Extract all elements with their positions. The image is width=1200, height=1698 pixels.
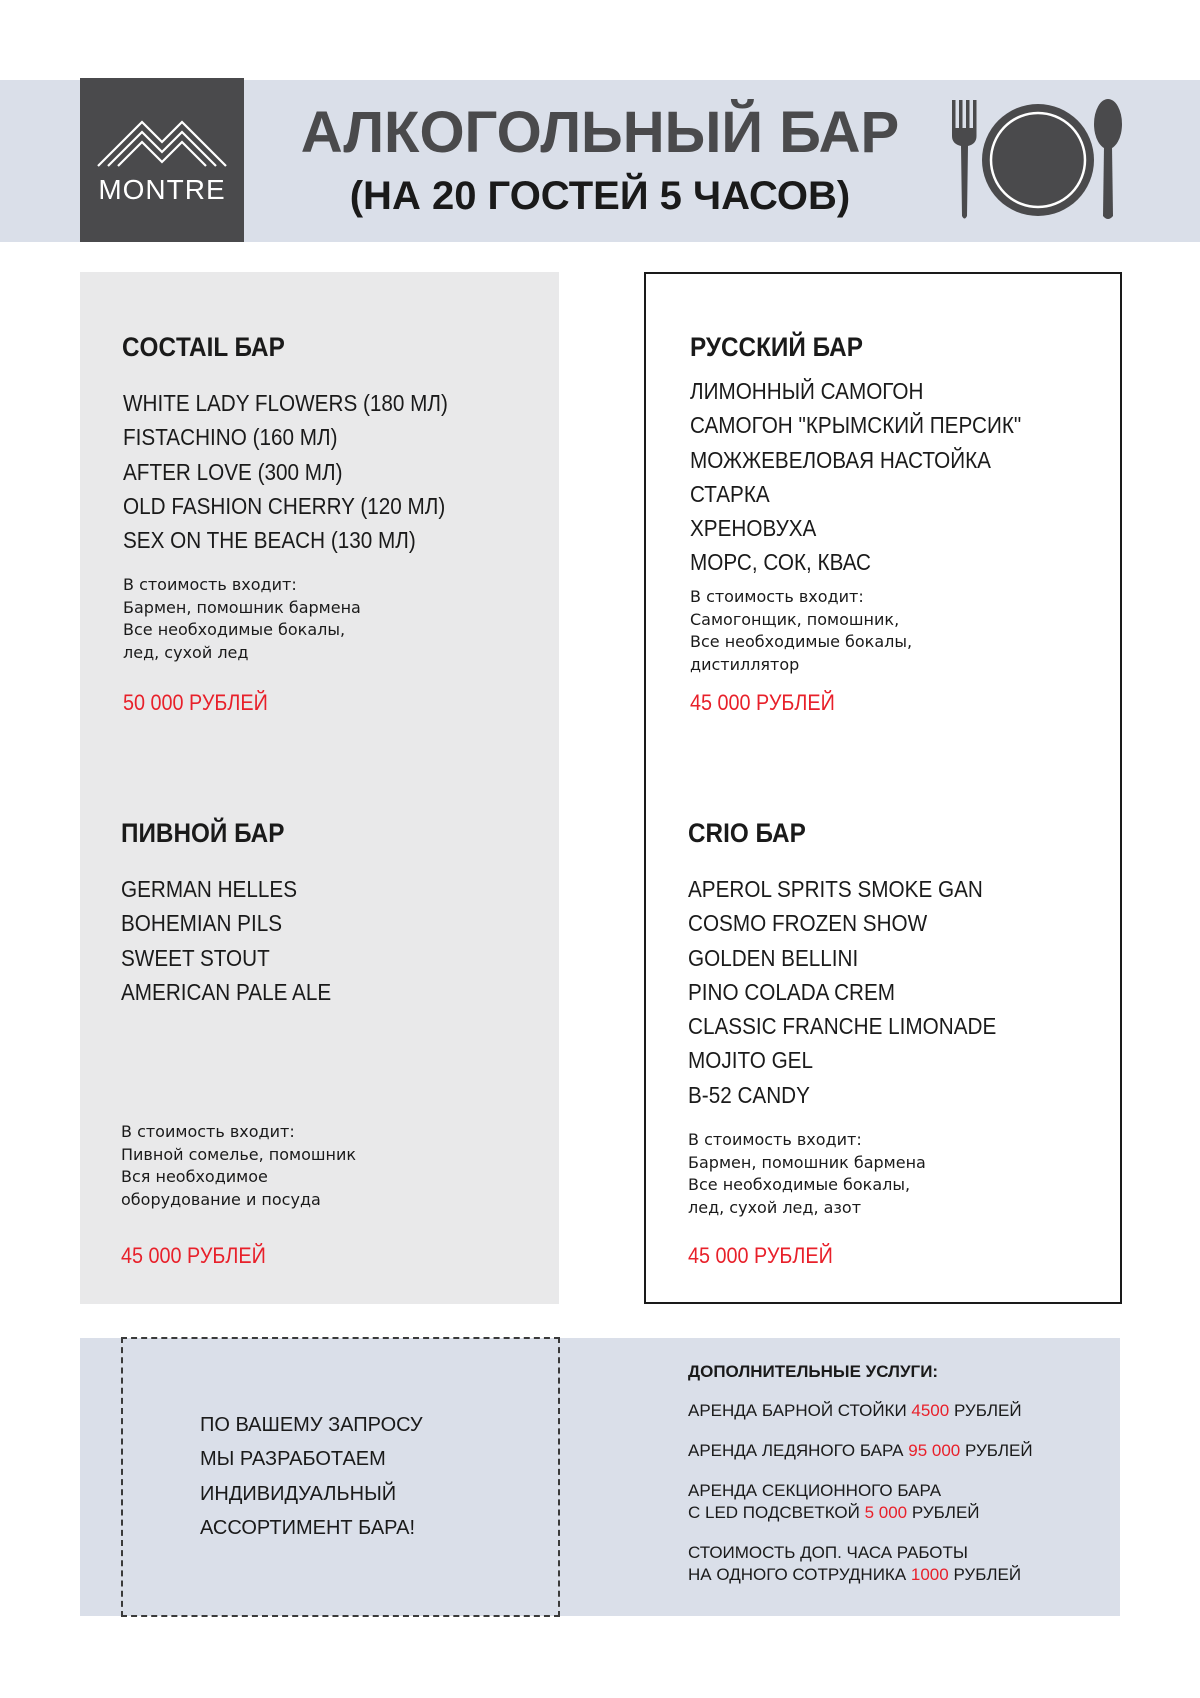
list-item: APEROL SPRITS SMOKE GAN xyxy=(688,876,983,902)
fork-icon xyxy=(952,100,977,219)
includes-line: В стоимость входит: xyxy=(690,587,864,606)
extra-text: СТОИМОСТЬ ДОП. ЧАСА РАБОТЫ xyxy=(688,1543,968,1562)
list-item: WHITE LADY FLOWERS (180 МЛ) xyxy=(123,390,448,416)
extra-item-ice-bar xyxy=(688,1440,1033,1462)
includes-line: дистиллятор xyxy=(690,654,800,674)
extra-text: АРЕНДА БАРНОЙ СТОЙКИ xyxy=(688,1401,912,1420)
request-line: МЫ РАЗРАБОТАЕМ xyxy=(200,1448,386,1471)
extra-text: РУБЛЕЙ xyxy=(949,1401,1022,1420)
logo-text: MONTRE xyxy=(98,174,226,205)
includes-line: лед, сухой лед xyxy=(123,642,249,662)
mountains-logo-icon xyxy=(80,78,244,242)
list-item: МОРС, СОК, КВАС xyxy=(690,549,872,576)
beer-bar-section xyxy=(121,818,303,849)
list-item: BOHEMIAN PILS xyxy=(121,910,283,937)
extra-text: АРЕНДА СЕКЦИОННОГО БАРА xyxy=(688,1481,942,1500)
includes-line: Все необходимые бокалы, xyxy=(690,632,913,651)
includes-line: Бармен, помошник бармена xyxy=(688,1152,926,1172)
russian-bar-section xyxy=(690,332,882,363)
extra-text: РУБЛЕЙ xyxy=(907,1503,980,1522)
extra-price: 5 000 xyxy=(864,1503,908,1522)
extra-text: НА ОДНОГО СОТРУДНИКА xyxy=(688,1565,911,1584)
list-item: СТАРКА xyxy=(690,480,770,507)
list-item: CLASSIC FRANCHE LIMONADE xyxy=(688,1013,997,1040)
list-item: САМОГОН "КРЫМСКИЙ ПЕРСИК" xyxy=(690,412,1022,439)
includes-line: Вся необходимое xyxy=(121,1167,268,1186)
cocktail-bar-items xyxy=(123,386,484,557)
cocktail-bar-section xyxy=(122,332,303,363)
extra-text: РУБЛЕЙ xyxy=(960,1441,1033,1460)
page-title: АЛКОГОЛЬНЫЙ БАР xyxy=(300,100,900,165)
extra-price: 1000 xyxy=(910,1565,949,1584)
extra-item-extra-hour xyxy=(688,1542,1033,1586)
extra-price: 4500 xyxy=(911,1401,950,1420)
includes-line: В стоимость входит: xyxy=(688,1130,862,1149)
extra-text: АРЕНДА ЛЕДЯНОГО БАРА xyxy=(688,1441,909,1460)
cocktail-bar-includes xyxy=(123,574,361,664)
includes-line: Пивной сомелье, помошник xyxy=(121,1144,357,1164)
page-subtitle: (НА 20 ГОСТЕЙ 5 ЧАСОВ) xyxy=(349,174,851,218)
russian-bar-title: РУССКИЙ БАР xyxy=(690,332,863,362)
extra-text: С LED ПОДСВЕТКОЙ xyxy=(688,1503,865,1522)
crio-bar-price: 45 000 РУБЛЕЙ xyxy=(688,1243,833,1268)
extras-section xyxy=(688,1362,1033,1604)
beer-bar-price: 45 000 РУБЛЕЙ xyxy=(121,1243,266,1268)
list-item: AMERICAN PALE ALE xyxy=(121,978,332,1005)
request-line: ПО ВАШЕМУ ЗАПРОСУ xyxy=(200,1414,423,1436)
crio-bar-includes xyxy=(688,1129,926,1219)
beer-bar-title: ПИВНОЙ БАР xyxy=(121,818,285,848)
crio-bar-section xyxy=(688,818,819,849)
spoon-icon xyxy=(1094,99,1122,219)
list-item: ХРЕНОВУХА xyxy=(690,515,817,542)
plate-icon xyxy=(982,104,1094,216)
request-line: АССОРТИМЕНТ БАРА! xyxy=(200,1516,416,1539)
list-item: МОЖЖЕВЕЛОВАЯ НАСТОЙКА xyxy=(690,446,991,473)
beer-bar-items xyxy=(121,872,355,1009)
includes-line: Все необходимые бокалы, xyxy=(688,1175,911,1194)
list-item: GERMAN HELLES xyxy=(121,876,298,902)
crio-bar-title: CRIO БАР xyxy=(688,818,806,848)
list-item: B-52 CANDY xyxy=(688,1081,810,1108)
includes-line: оборудование и посуда xyxy=(121,1189,321,1209)
crio-bar-items xyxy=(688,872,1031,1112)
includes-line: Бармен, помошник бармена xyxy=(123,597,361,617)
request-line: ИНДИВИДУАЛЬНЫЙ xyxy=(200,1482,397,1505)
russian-bar-price: 45 000 РУБЛЕЙ xyxy=(690,690,835,715)
list-item: MOJITO GEL xyxy=(688,1047,814,1074)
extra-item-section-bar xyxy=(688,1480,1033,1524)
extra-item-bar-counter xyxy=(688,1400,1033,1422)
list-item: ЛИМОННЫЙ САМОГОН xyxy=(690,378,924,404)
extra-text: РУБЛЕЙ xyxy=(948,1565,1022,1584)
cocktail-bar-title: COCTAIL БАР xyxy=(122,332,285,362)
includes-line: Все необходимые бокалы, xyxy=(123,620,346,639)
extras-title: ДОПОЛНИТЕЛЬНЫЕ УСЛУГИ: xyxy=(688,1362,939,1381)
includes-line: лед, сухой лед, азот xyxy=(688,1197,862,1217)
list-item: SWEET STOUT xyxy=(121,944,270,971)
request-text xyxy=(200,1408,423,1545)
list-item: AFTER LOVE (300 МЛ) xyxy=(123,458,343,485)
includes-line: В стоимость входит: xyxy=(123,575,297,594)
list-item: FISTACHINO (160 МЛ) xyxy=(123,424,338,451)
list-item: SEX ON THE BEACH (130 МЛ) xyxy=(123,527,416,554)
montre-logo xyxy=(80,78,244,242)
extra-price: 95 000 xyxy=(908,1441,961,1460)
list-item: PINO COLADA CREM xyxy=(688,978,896,1005)
russian-bar-items xyxy=(690,374,1058,580)
includes-line: В стоимость входит: xyxy=(121,1122,295,1141)
russian-bar-includes xyxy=(690,586,912,676)
beer-bar-includes xyxy=(121,1121,356,1211)
cutlery-icon xyxy=(950,98,1130,223)
cocktail-bar-price: 50 000 РУБЛЕЙ xyxy=(123,690,268,715)
includes-line: Самогонщик, помошник, xyxy=(690,609,900,629)
list-item: OLD FASHION CHERRY (120 МЛ) xyxy=(123,492,446,519)
list-item: COSMO FROZEN SHOW xyxy=(688,910,928,937)
list-item: GOLDEN BELLINI xyxy=(688,944,859,971)
